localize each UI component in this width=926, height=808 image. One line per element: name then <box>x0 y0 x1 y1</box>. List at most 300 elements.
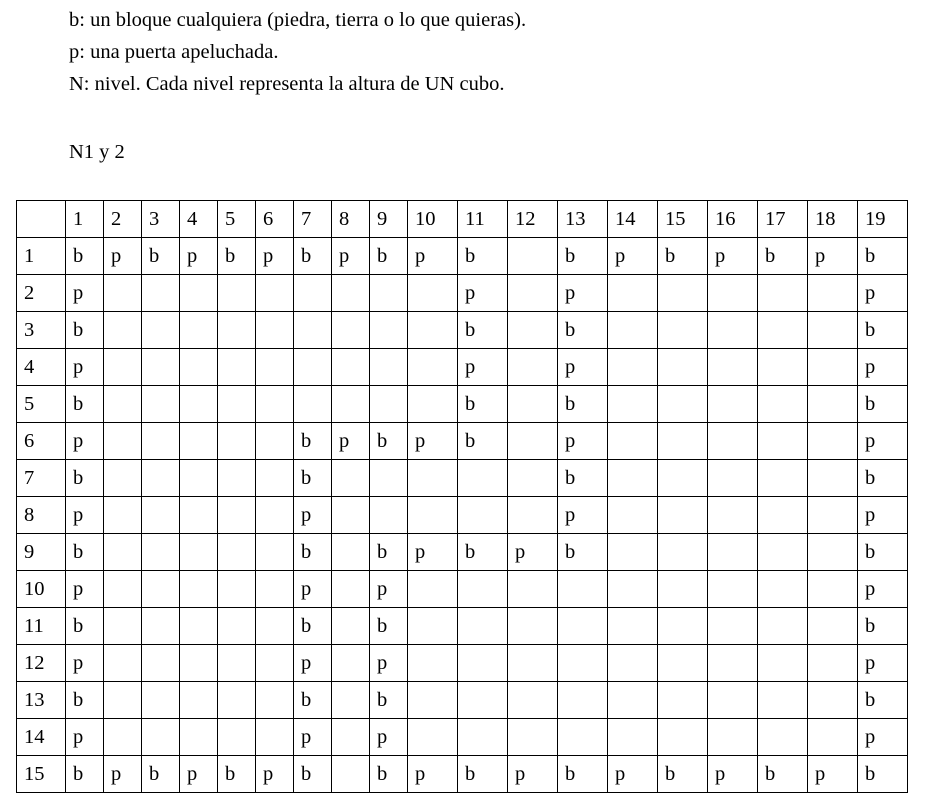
row-header: 12 <box>17 645 66 682</box>
grid-cell <box>608 608 658 645</box>
row-header: 7 <box>17 460 66 497</box>
grid-cell <box>658 386 708 423</box>
grid-cell <box>142 645 180 682</box>
grid-cell <box>180 460 218 497</box>
row-header: 8 <box>17 497 66 534</box>
grid-cell <box>180 312 218 349</box>
grid-cell <box>180 571 218 608</box>
grid-cell: b <box>142 238 180 275</box>
grid-cell <box>708 312 758 349</box>
grid-cell: p <box>180 238 218 275</box>
grid-cell: b <box>858 608 908 645</box>
grid-cell <box>658 423 708 460</box>
grid-cell <box>608 349 658 386</box>
grid-cell <box>758 460 808 497</box>
grid-cell: b <box>294 608 332 645</box>
grid-cell: p <box>294 571 332 608</box>
row-header: 10 <box>17 571 66 608</box>
grid-cell <box>508 312 558 349</box>
grid-cell: b <box>294 534 332 571</box>
grid-cell <box>758 349 808 386</box>
grid-cell <box>658 349 708 386</box>
grid-cell: p <box>294 719 332 756</box>
grid-cell: b <box>370 238 408 275</box>
grid-cell <box>256 571 294 608</box>
grid-cell: b <box>370 682 408 719</box>
grid-cell <box>508 571 558 608</box>
legend-line-b: b: un bloque cualquiera (piedra, tierra o lo que quieras). <box>69 9 527 31</box>
grid-cell <box>608 460 658 497</box>
grid-cell <box>608 571 658 608</box>
grid-cell <box>370 312 408 349</box>
table-row <box>17 460 908 497</box>
grid-cell: p <box>66 275 104 312</box>
grid-cell: p <box>370 719 408 756</box>
column-header: 12 <box>508 201 558 238</box>
grid-cell <box>708 349 758 386</box>
grid-cell <box>218 423 256 460</box>
table-row <box>17 608 908 645</box>
grid-cell: p <box>558 497 608 534</box>
column-header: 10 <box>408 201 458 238</box>
grid-cell: b <box>294 682 332 719</box>
grid-cell: p <box>558 423 608 460</box>
grid-cell <box>256 719 294 756</box>
grid-cell <box>370 460 408 497</box>
grid-cell <box>332 645 370 682</box>
grid-cell <box>256 275 294 312</box>
column-header: 8 <box>332 201 370 238</box>
grid-cell <box>808 423 858 460</box>
grid-cell <box>458 682 508 719</box>
grid-cell <box>808 608 858 645</box>
grid-cell <box>142 386 180 423</box>
grid-cell <box>332 312 370 349</box>
grid-cell: p <box>508 756 558 793</box>
grid-cell <box>608 534 658 571</box>
grid-cell: b <box>458 386 508 423</box>
grid-cell <box>104 608 142 645</box>
grid-cell <box>508 645 558 682</box>
grid-cell <box>658 645 708 682</box>
column-header: 19 <box>858 201 908 238</box>
grid-cell: b <box>858 534 908 571</box>
grid-cell <box>142 312 180 349</box>
grid-cell <box>758 645 808 682</box>
grid-cell <box>458 497 508 534</box>
grid-cell <box>708 386 758 423</box>
grid-cell <box>808 682 858 719</box>
grid-cell: p <box>858 719 908 756</box>
grid-cell <box>508 423 558 460</box>
grid-cell <box>808 386 858 423</box>
grid-cell: p <box>558 275 608 312</box>
grid-cell <box>180 608 218 645</box>
grid-cell <box>608 386 658 423</box>
table-row <box>17 312 908 349</box>
grid-cell: b <box>294 756 332 793</box>
grid-cell <box>758 608 808 645</box>
grid-cell: p <box>608 238 658 275</box>
grid-cell <box>218 534 256 571</box>
grid-cell: p <box>294 645 332 682</box>
grid-cell <box>708 497 758 534</box>
grid-cell: b <box>458 312 508 349</box>
grid-cell <box>332 349 370 386</box>
row-header: 13 <box>17 682 66 719</box>
row-header: 1 <box>17 238 66 275</box>
grid-cell <box>332 756 370 793</box>
grid-cell: b <box>858 238 908 275</box>
grid-cell <box>294 275 332 312</box>
grid-cell: p <box>256 756 294 793</box>
grid-cell: p <box>104 238 142 275</box>
grid-cell: p <box>180 756 218 793</box>
grid-cell <box>708 682 758 719</box>
grid-cell: b <box>758 238 808 275</box>
grid-cell <box>658 608 708 645</box>
grid-cell: b <box>658 756 708 793</box>
grid-cell <box>294 386 332 423</box>
grid-cell <box>104 682 142 719</box>
legend-line-p: p: una puerta apeluchada. <box>69 41 279 63</box>
row-header: 4 <box>17 349 66 386</box>
grid-cell <box>218 349 256 386</box>
grid-cell <box>218 682 256 719</box>
grid-cell <box>142 349 180 386</box>
row-header: 14 <box>17 719 66 756</box>
grid-cell: p <box>66 349 104 386</box>
grid-cell <box>808 349 858 386</box>
row-header: 9 <box>17 534 66 571</box>
grid-cell <box>408 571 458 608</box>
grid-cell <box>104 534 142 571</box>
grid-cell <box>218 571 256 608</box>
grid-cell <box>758 312 808 349</box>
grid-cell: b <box>758 756 808 793</box>
grid-cell <box>180 275 218 312</box>
grid-cell <box>104 275 142 312</box>
grid-cell <box>294 312 332 349</box>
grid-cell <box>218 497 256 534</box>
grid-cell <box>332 275 370 312</box>
grid-cell: b <box>558 238 608 275</box>
grid-cell <box>370 349 408 386</box>
row-header: 5 <box>17 386 66 423</box>
grid-cell <box>142 608 180 645</box>
grid-cell <box>708 534 758 571</box>
grid-cell <box>218 386 256 423</box>
column-header: 3 <box>142 201 180 238</box>
grid-cell <box>508 238 558 275</box>
grid-cell <box>458 719 508 756</box>
grid-cell <box>608 275 658 312</box>
grid-cell <box>758 571 808 608</box>
grid-cell <box>408 682 458 719</box>
legend <box>69 4 526 100</box>
grid-cell <box>658 534 708 571</box>
grid-cell <box>608 682 658 719</box>
column-header: 7 <box>294 201 332 238</box>
grid-cell: p <box>508 534 558 571</box>
grid-cell <box>608 423 658 460</box>
grid-cell <box>180 682 218 719</box>
grid-cell <box>758 386 808 423</box>
column-header: 9 <box>370 201 408 238</box>
grid-cell <box>408 497 458 534</box>
grid-cell: p <box>858 645 908 682</box>
grid-cell <box>658 275 708 312</box>
grid-cell <box>256 497 294 534</box>
grid-cell <box>218 719 256 756</box>
grid-cell: b <box>858 386 908 423</box>
grid-cell <box>408 312 458 349</box>
grid-cell <box>658 497 708 534</box>
grid-cell <box>104 645 142 682</box>
grid-cell <box>658 312 708 349</box>
grid-cell <box>142 460 180 497</box>
grid-cell: b <box>66 238 104 275</box>
table-row <box>17 682 908 719</box>
grid-cell <box>370 497 408 534</box>
grid-cell <box>708 423 758 460</box>
grid-cell <box>104 460 142 497</box>
grid-cell <box>408 349 458 386</box>
grid-cell <box>332 534 370 571</box>
grid-cell: b <box>658 238 708 275</box>
grid-cell: p <box>66 497 104 534</box>
grid-cell: p <box>858 275 908 312</box>
grid-cell <box>808 571 858 608</box>
grid-cell: p <box>104 756 142 793</box>
grid-cell: b <box>294 238 332 275</box>
grid-cell <box>458 608 508 645</box>
grid-cell <box>508 497 558 534</box>
grid-cell: p <box>332 238 370 275</box>
grid-cell: b <box>558 460 608 497</box>
grid-cell: p <box>458 275 508 312</box>
grid-cell <box>142 497 180 534</box>
grid-cell <box>808 312 858 349</box>
grid-cell <box>142 534 180 571</box>
grid-cell <box>508 349 558 386</box>
grid-cell <box>256 312 294 349</box>
grid-cell: b <box>142 756 180 793</box>
grid-cell <box>294 349 332 386</box>
grid-cell <box>142 571 180 608</box>
grid-cell <box>142 682 180 719</box>
grid-cell <box>458 571 508 608</box>
grid-cell: b <box>458 534 508 571</box>
grid-cell <box>408 386 458 423</box>
grid-cell: b <box>858 460 908 497</box>
grid-cell <box>508 608 558 645</box>
column-header: 4 <box>180 201 218 238</box>
grid-cell <box>508 682 558 719</box>
grid-cell <box>758 534 808 571</box>
grid-cell <box>104 571 142 608</box>
grid-cell: p <box>858 349 908 386</box>
grid-cell: p <box>708 756 758 793</box>
table-row <box>17 275 908 312</box>
grid-cell: b <box>458 238 508 275</box>
grid-cell: b <box>558 534 608 571</box>
grid-cell <box>758 497 808 534</box>
row-header: 3 <box>17 312 66 349</box>
grid-cell: p <box>558 349 608 386</box>
table-row <box>17 719 908 756</box>
table-row <box>17 756 908 793</box>
row-header: 6 <box>17 423 66 460</box>
grid-cell <box>180 386 218 423</box>
grid-cell <box>218 460 256 497</box>
grid-cell: b <box>66 460 104 497</box>
grid-cell: b <box>218 238 256 275</box>
grid-cell <box>218 608 256 645</box>
grid-cell: p <box>294 497 332 534</box>
grid-cell <box>332 682 370 719</box>
grid-cell: b <box>558 312 608 349</box>
grid-cell: p <box>332 423 370 460</box>
grid-cell <box>458 460 508 497</box>
grid-cell: p <box>66 571 104 608</box>
column-header: 17 <box>758 201 808 238</box>
grid-cell: b <box>370 756 408 793</box>
grid-cell: b <box>370 608 408 645</box>
grid-cell <box>558 571 608 608</box>
grid-cell <box>508 386 558 423</box>
grid-cell: b <box>294 423 332 460</box>
grid-cell <box>256 423 294 460</box>
row-header: 15 <box>17 756 66 793</box>
grid-cell: p <box>66 719 104 756</box>
grid-cell: p <box>858 497 908 534</box>
row-header: 2 <box>17 275 66 312</box>
table-row <box>17 423 908 460</box>
grid-cell <box>332 719 370 756</box>
grid-cell: b <box>458 756 508 793</box>
table-row <box>17 497 908 534</box>
grid-cell <box>558 719 608 756</box>
grid-cell: p <box>858 423 908 460</box>
table-row <box>17 645 908 682</box>
grid-header-row <box>17 201 908 238</box>
grid-cell: p <box>808 238 858 275</box>
grid-cell <box>218 312 256 349</box>
column-header: 6 <box>256 201 294 238</box>
column-header: 1 <box>66 201 104 238</box>
grid-cell <box>508 275 558 312</box>
grid-cell <box>758 719 808 756</box>
grid-cell <box>180 423 218 460</box>
grid-cell: b <box>558 756 608 793</box>
grid-cell <box>332 571 370 608</box>
grid-cell: p <box>458 349 508 386</box>
table-row <box>17 534 908 571</box>
grid-cell <box>408 608 458 645</box>
grid-cell <box>104 497 142 534</box>
grid-cell: p <box>66 423 104 460</box>
grid-cell <box>142 719 180 756</box>
grid-cell <box>558 645 608 682</box>
grid-cell <box>708 460 758 497</box>
table-row <box>17 386 908 423</box>
grid-cell: b <box>858 756 908 793</box>
grid-cell <box>180 719 218 756</box>
grid-cell <box>180 349 218 386</box>
grid-cell <box>708 645 758 682</box>
grid-cell <box>104 349 142 386</box>
grid-cell: b <box>218 756 256 793</box>
grid-cell <box>256 645 294 682</box>
column-header: 5 <box>218 201 256 238</box>
grid-cell <box>332 608 370 645</box>
grid-cell <box>142 423 180 460</box>
grid-cell: b <box>66 386 104 423</box>
grid-cell: p <box>708 238 758 275</box>
grid-cell: p <box>858 571 908 608</box>
grid-cell <box>104 719 142 756</box>
grid-cell: b <box>66 534 104 571</box>
grid-cell <box>558 608 608 645</box>
grid-cell <box>708 719 758 756</box>
table-row <box>17 238 908 275</box>
grid-cell <box>256 608 294 645</box>
grid-cell <box>808 719 858 756</box>
table-row <box>17 349 908 386</box>
column-header: 13 <box>558 201 608 238</box>
grid-cell <box>408 460 458 497</box>
level-heading: N1 y 2 <box>69 141 125 163</box>
grid-cell <box>256 386 294 423</box>
grid-cell <box>658 719 708 756</box>
grid-cell: p <box>370 571 408 608</box>
grid-cell <box>218 645 256 682</box>
grid-cell <box>332 460 370 497</box>
grid-cell: p <box>808 756 858 793</box>
block-grid-table <box>16 200 908 793</box>
grid-cell <box>758 275 808 312</box>
table-row <box>17 571 908 608</box>
grid-cell <box>180 497 218 534</box>
grid-cell: b <box>294 460 332 497</box>
grid-cell: b <box>66 608 104 645</box>
grid-cell <box>608 645 658 682</box>
grid-cell: b <box>558 386 608 423</box>
column-header: 11 <box>458 201 508 238</box>
grid-cell: p <box>408 238 458 275</box>
grid-cell: p <box>256 238 294 275</box>
grid-cell: b <box>66 756 104 793</box>
grid-cell <box>758 682 808 719</box>
grid-cell <box>508 719 558 756</box>
column-header: 15 <box>658 201 708 238</box>
grid-cell: p <box>408 423 458 460</box>
grid-cell <box>508 460 558 497</box>
row-header: 11 <box>17 608 66 645</box>
grid-cell <box>458 645 508 682</box>
grid-cell <box>808 645 858 682</box>
grid-cell <box>104 423 142 460</box>
column-header: 18 <box>808 201 858 238</box>
grid-cell: b <box>370 423 408 460</box>
legend-line-n: N: nivel. Cada nivel representa la altura de UN cubo. <box>69 73 505 95</box>
grid-cell <box>370 275 408 312</box>
grid-cell: b <box>66 312 104 349</box>
grid-cell: b <box>66 682 104 719</box>
column-header: 16 <box>708 201 758 238</box>
grid-cell <box>408 719 458 756</box>
